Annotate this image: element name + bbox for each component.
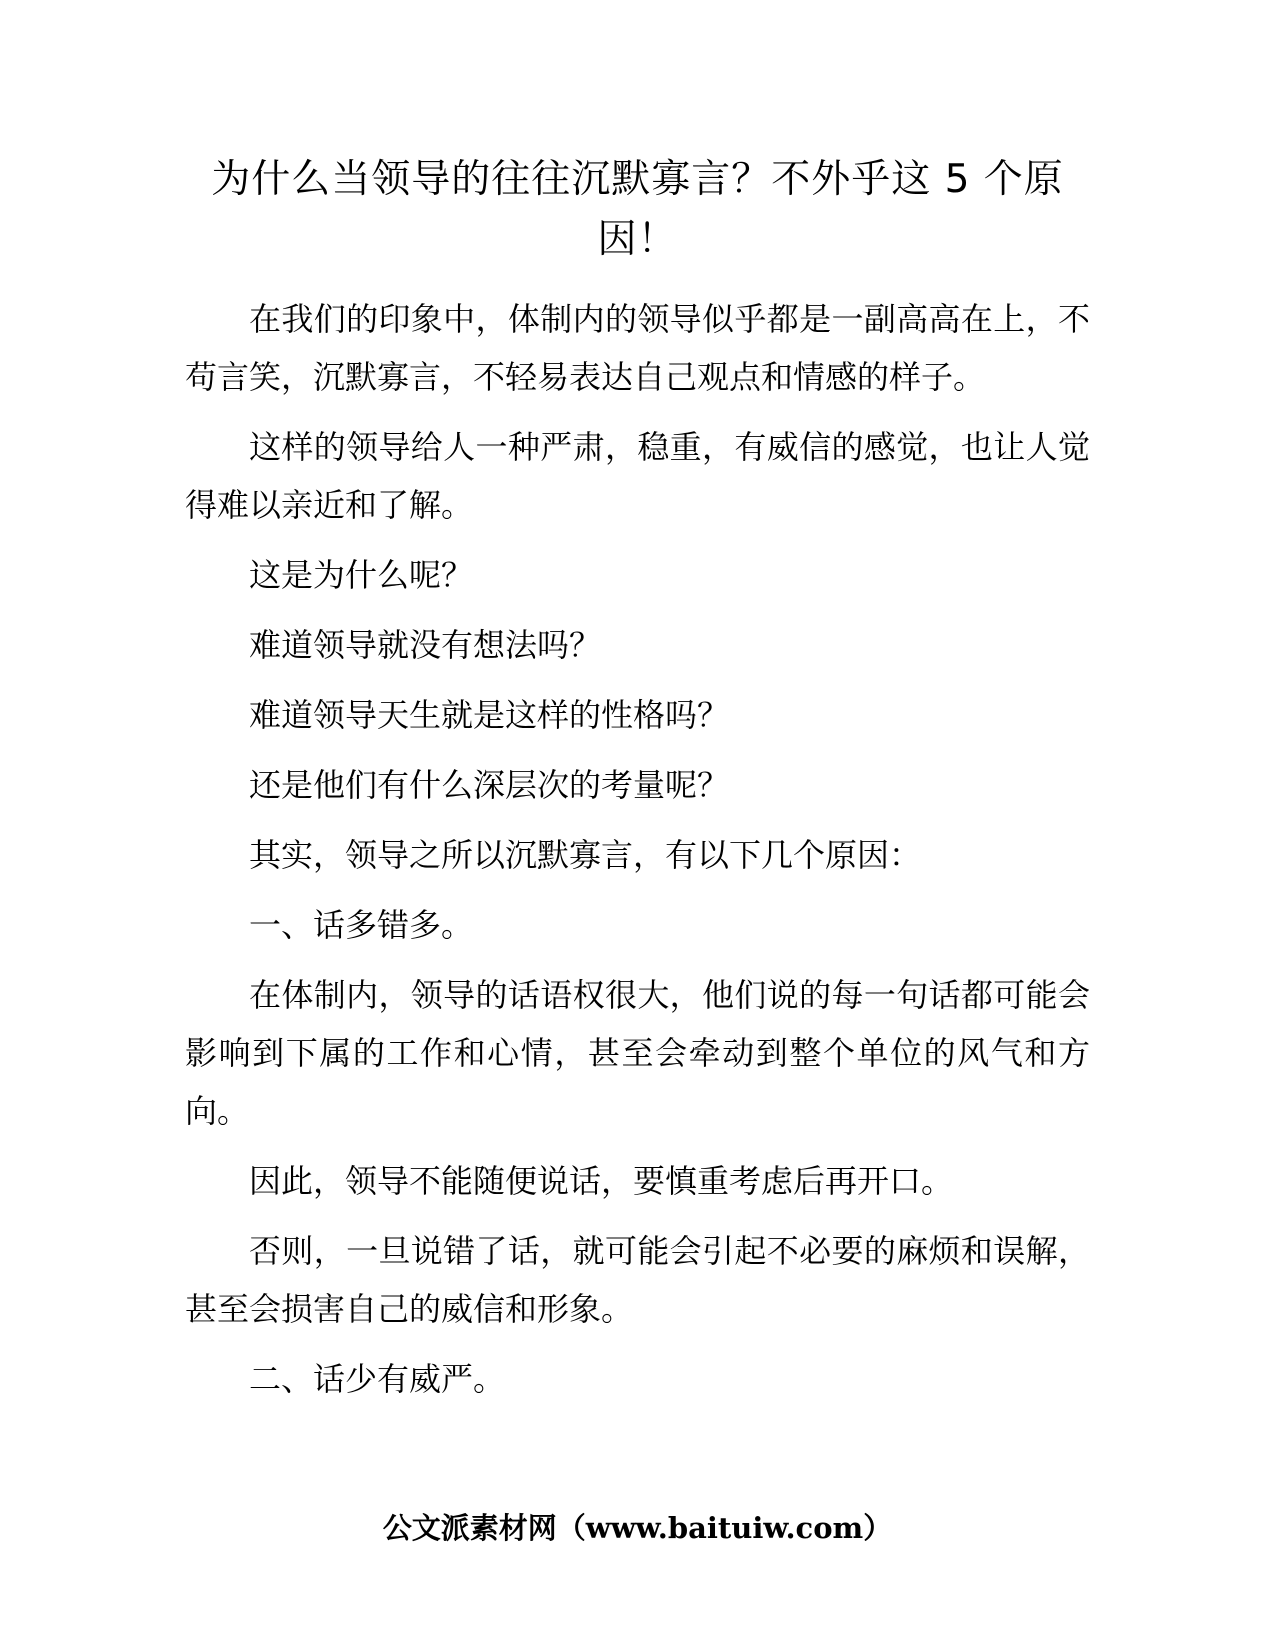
section-heading: 一、话多错多。 bbox=[249, 906, 474, 944]
paragraph: 因此，领导不能随便说话，要慎重考虑后再开口。 bbox=[249, 1162, 954, 1200]
paragraph: 否则，一旦说错了话，就可能会引起不必要的麻烦和误解，甚至会损害自己的威信和形象。 bbox=[185, 1232, 1090, 1328]
page-footer: 公文派素材网（www.baituiw.com） bbox=[382, 1511, 893, 1545]
paragraph: 其实，领导之所以沉默寡言，有以下几个原因： bbox=[249, 836, 922, 874]
paragraph: 在我们的印象中，体制内的领导似乎都是一副高高在上，不苟言笑，沉默寡言，不轻易表达自己观点和情感的样子。 bbox=[185, 300, 1090, 396]
paragraph: 还是他们有什么深层次的考量呢？ bbox=[249, 766, 730, 804]
document-body bbox=[185, 150, 1090, 1420]
paragraph: 难道领导天生就是这样的性格吗？ bbox=[249, 696, 730, 734]
document-title: 为什么当领导的往往沉默寡言？不外乎这 5 个原因！ bbox=[211, 157, 1064, 262]
paragraph: 这是为什么呢？ bbox=[249, 556, 474, 594]
section-heading: 二、话少有威严。 bbox=[249, 1360, 506, 1398]
paragraph: 在体制内，领导的话语权很大，他们说的每一句话都可能会影响到下属的工作和心情，甚至会牵动到整个单位的风气和方向。 bbox=[185, 976, 1090, 1130]
paragraph: 这样的领导给人一种严肃，稳重，有威信的感觉，也让人觉得难以亲近和了解。 bbox=[185, 428, 1090, 524]
paragraph: 难道领导就没有想法吗？ bbox=[249, 626, 602, 664]
